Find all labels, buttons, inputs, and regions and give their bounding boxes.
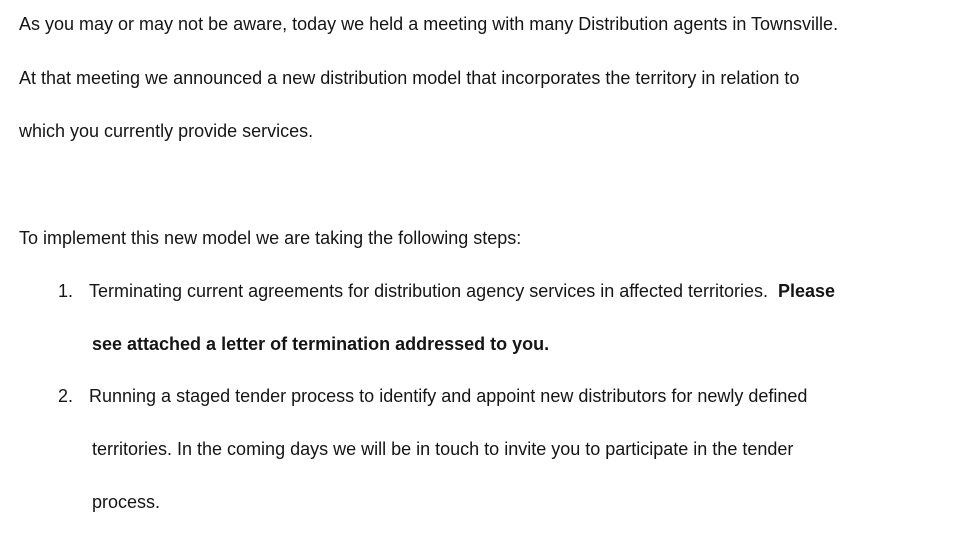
step-2: [58, 385, 807, 407]
intro-line-1: As you may or may not be aware, today we held a meeting with many Distribution agents in Townsville.: [19, 14, 839, 34]
step-2-continuation-1: territories. In the coming days we will be in touch to invite you to participate in the tender: [92, 439, 794, 459]
intro-line-3: which you currently provide services.: [19, 121, 314, 141]
step-1-text: Terminating current agreements for distribution agency services in affected territories.: [89, 281, 768, 301]
step-2-number: 2.: [58, 386, 74, 406]
steps-heading: To implement this new model we are taking the following steps:: [19, 228, 522, 248]
step-1: [58, 280, 835, 302]
step-1-bold-continuation: see attached a letter of termination addressed to you.: [92, 334, 550, 354]
step-1-number: 1.: [58, 281, 74, 301]
step-1-bold-start: Please: [778, 281, 836, 301]
step-2-text: Running a staged tender process to identify and appoint new distributors for newly defined: [89, 386, 808, 406]
step-2-continuation-2: process.: [92, 492, 161, 512]
intro-line-2: At that meeting we announced a new distribution model that incorporates the territory in relation to: [19, 68, 800, 88]
step-1-continuation: [92, 333, 549, 355]
